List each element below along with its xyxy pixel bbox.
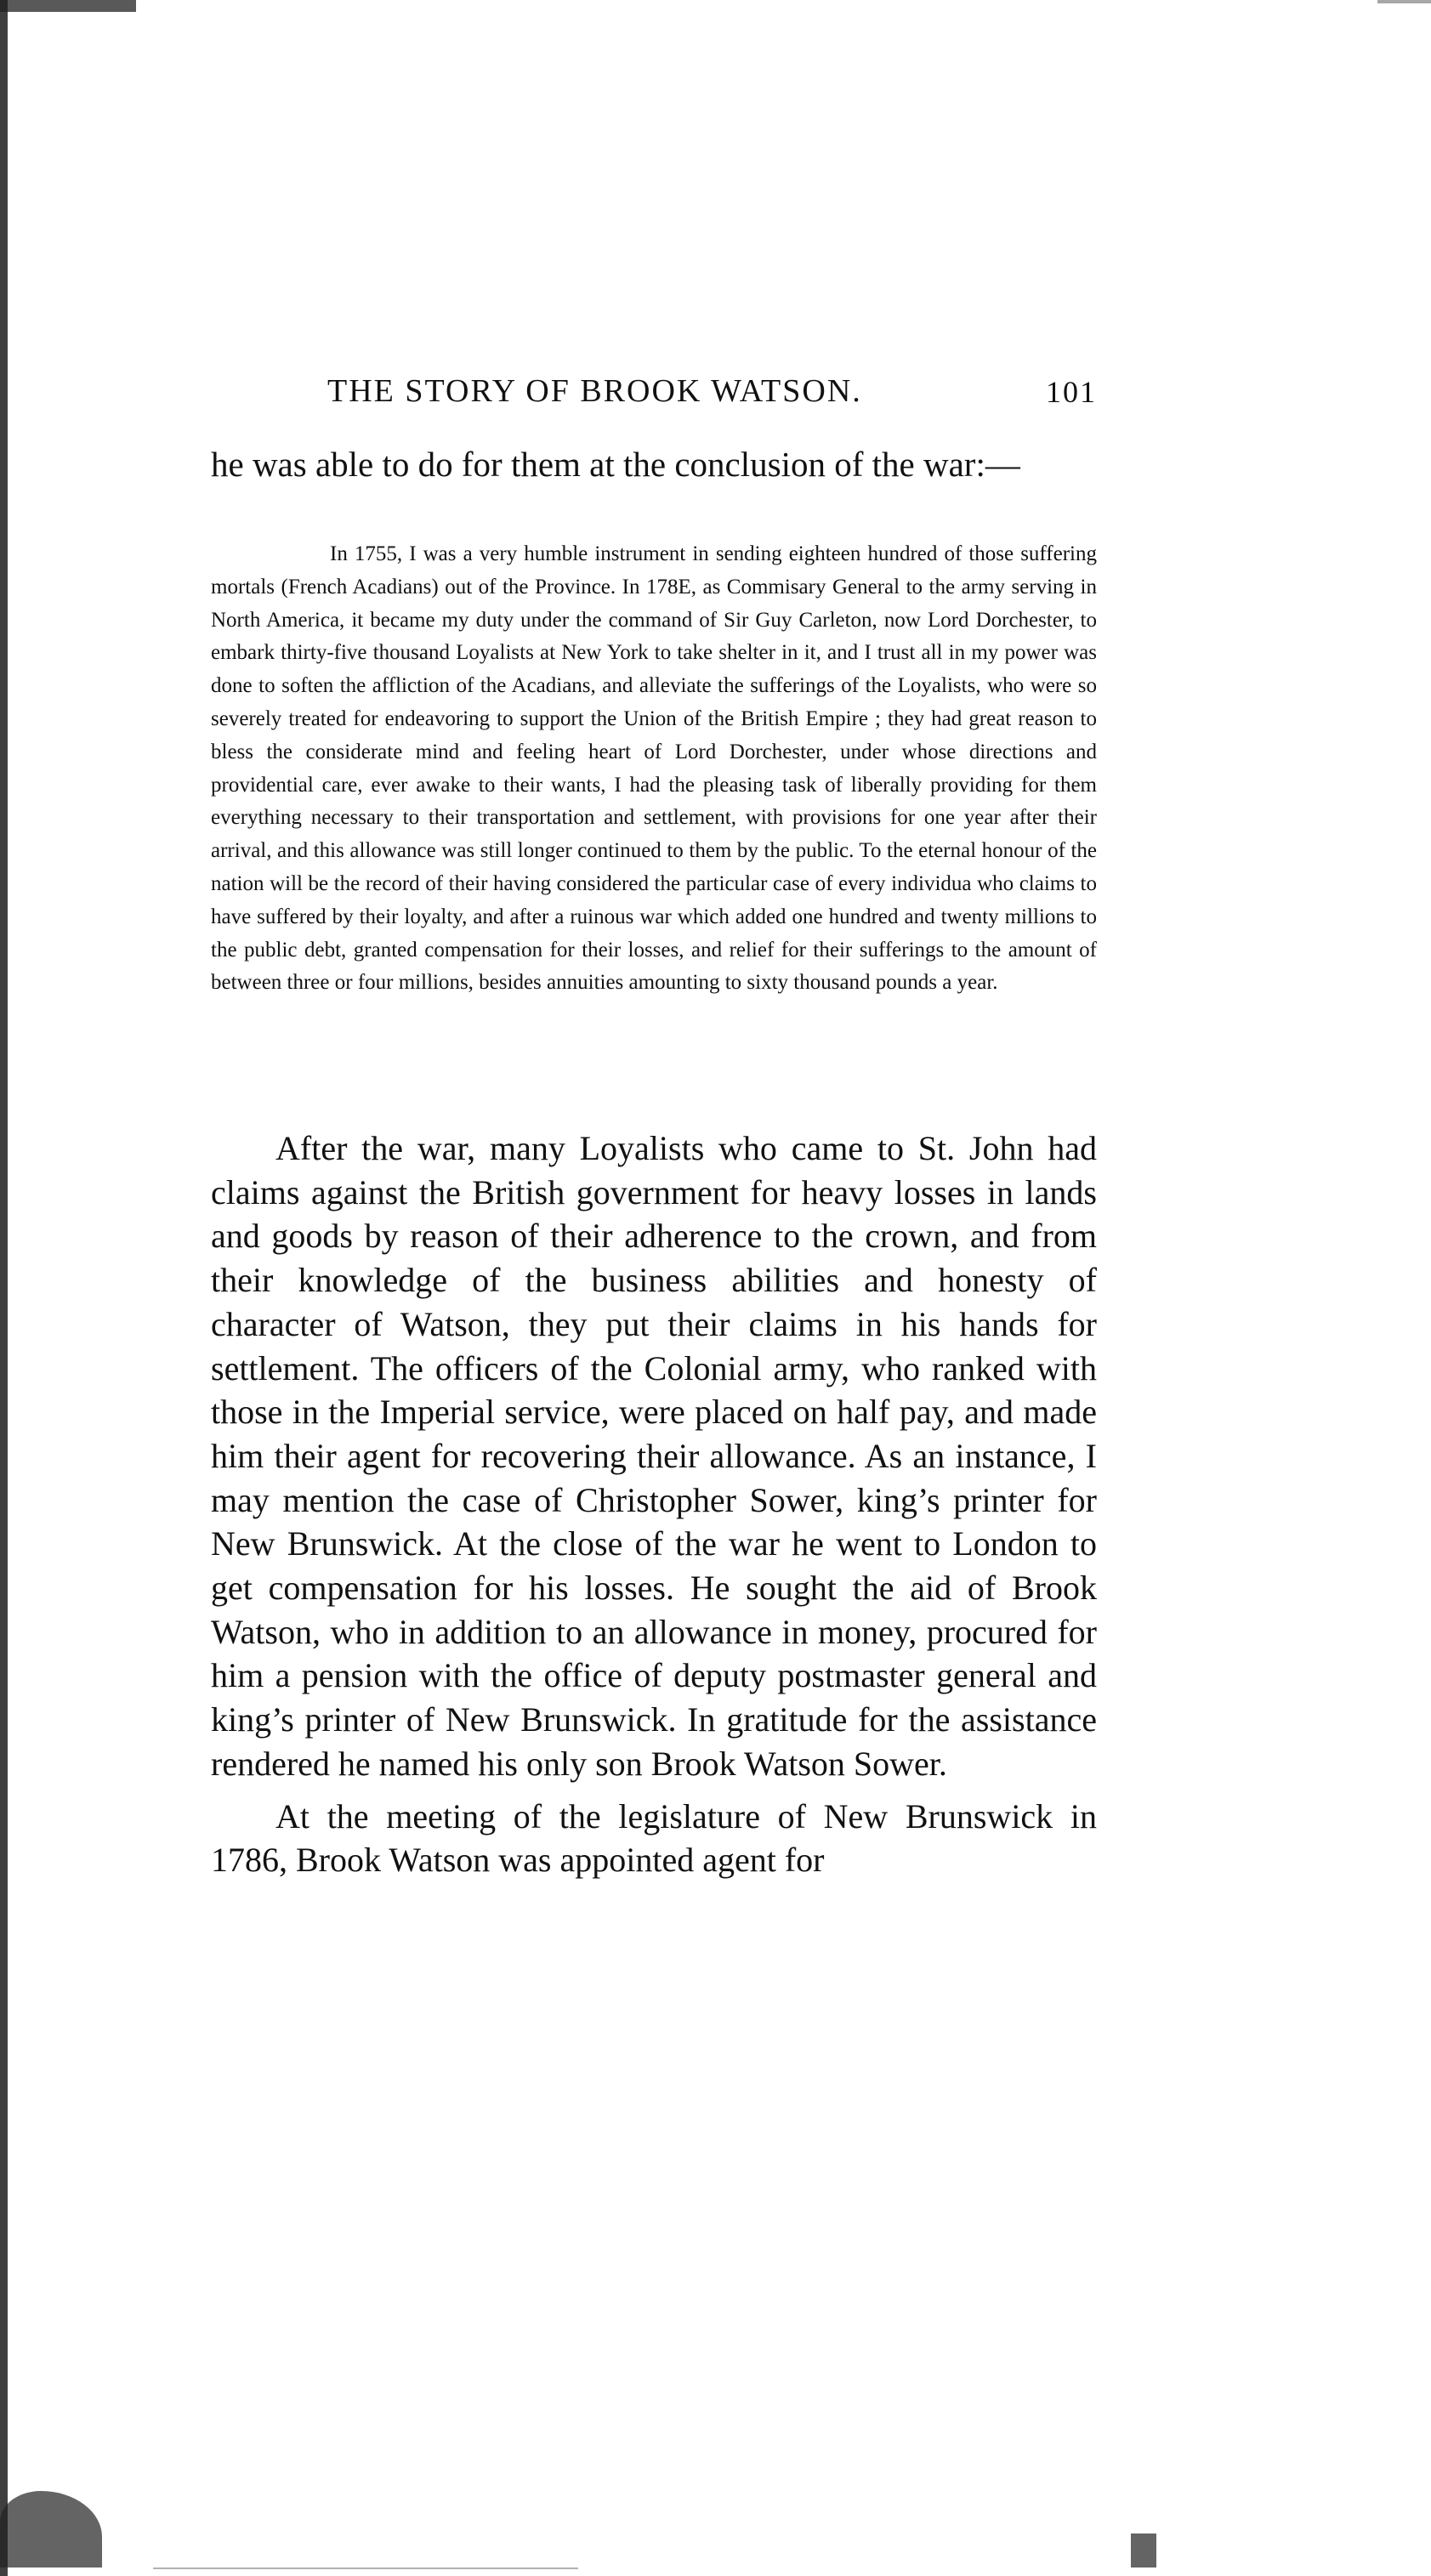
body-paragraph: At the meeting of the legislature of New Brunswick in 1786, Brook Watson was appointed agent for [211,1796,1097,1880]
block-quotation [211,538,1097,1000]
scan-artifact-top-left [0,0,136,12]
scan-artifact-top-right [1377,0,1431,3]
lead-in-text [211,442,1097,486]
running-head-title: THE STORY OF BROOK WATSON. [327,373,862,409]
scan-edge-shadow [0,0,8,2576]
page-number: 101 [1046,375,1097,409]
running-head [327,372,1097,423]
body-paragraph: After the war, many Loyalists who came to St. John had claims against the British government for heavy losses in lands and goods by reason of their adherence to the crown, and from their knowledge of the business abilities and honesty of character of Watson, they put their claims in his hands for settlement. The officers of the Colonial army, who ranked with those in the Imperial service, were placed on half pay, and made him their agent for recovering their allowance. As an instance, I may mention the case of Christopher Sower, king’s printer for New Brunswick. At the close of the war he went to London to get compensation for his losses. He sought the aid of Brook Watson, who in addition to an allowance in money, procured for him a pension with the office of deputy postmaster general and king’s printer of New Brunswick. In gratitude for the assistance rendered he named his only son Brook Watson Sower. [211,1129,1097,1783]
quotation-paragraph: In 1755, I was a very humble instrument in sending eighteen hundred of those suffering mortals (French Acadians) out of the Province. In 178E, as Commisary General to the army serving in North America, it became my duty under the command of Sir Guy Carleton, now Lord Dorchester, to embark thirty-five thousand Loyalists at New York to take shelter in it, and I trust all in my power was done to soften the affliction of the Acadians, and alleviate the sufferings of the Loyalists, who were so severely treated for endeavoring to support the Union of the British Empire ; they had great reason to bless the considerate mind and feeling heart of Lord Dorchester, under whose directions and providential care, ever awake to their wants, I had the pleasing task of liberally providing for them everything necessary to their transportation and settlement, with provisions for one year after their arrival, and this allowance was still longer continued to them by the public. To the eternal honour of the nation will be the record of their having considered the particular case of every individua who claims to have suffered by their loyalty, and after a ruinous war which added one hundred and twenty millions to the public debt, granted compensation for their losses, and relief for their sufferings to the amount of between three or four millions, besides annuities amounting to sixty thousand pounds a year. [211,542,1097,995]
scan-artifact-bottom-right [1131,2533,1156,2567]
lead-in-paragraph: he was able to do for them at the conclusion of the war:— [211,445,1020,484]
scan-artifact-bottom-line [153,2567,578,2569]
scan-artifact-bottom-left [0,2491,102,2567]
body-text [211,1126,1097,1882]
